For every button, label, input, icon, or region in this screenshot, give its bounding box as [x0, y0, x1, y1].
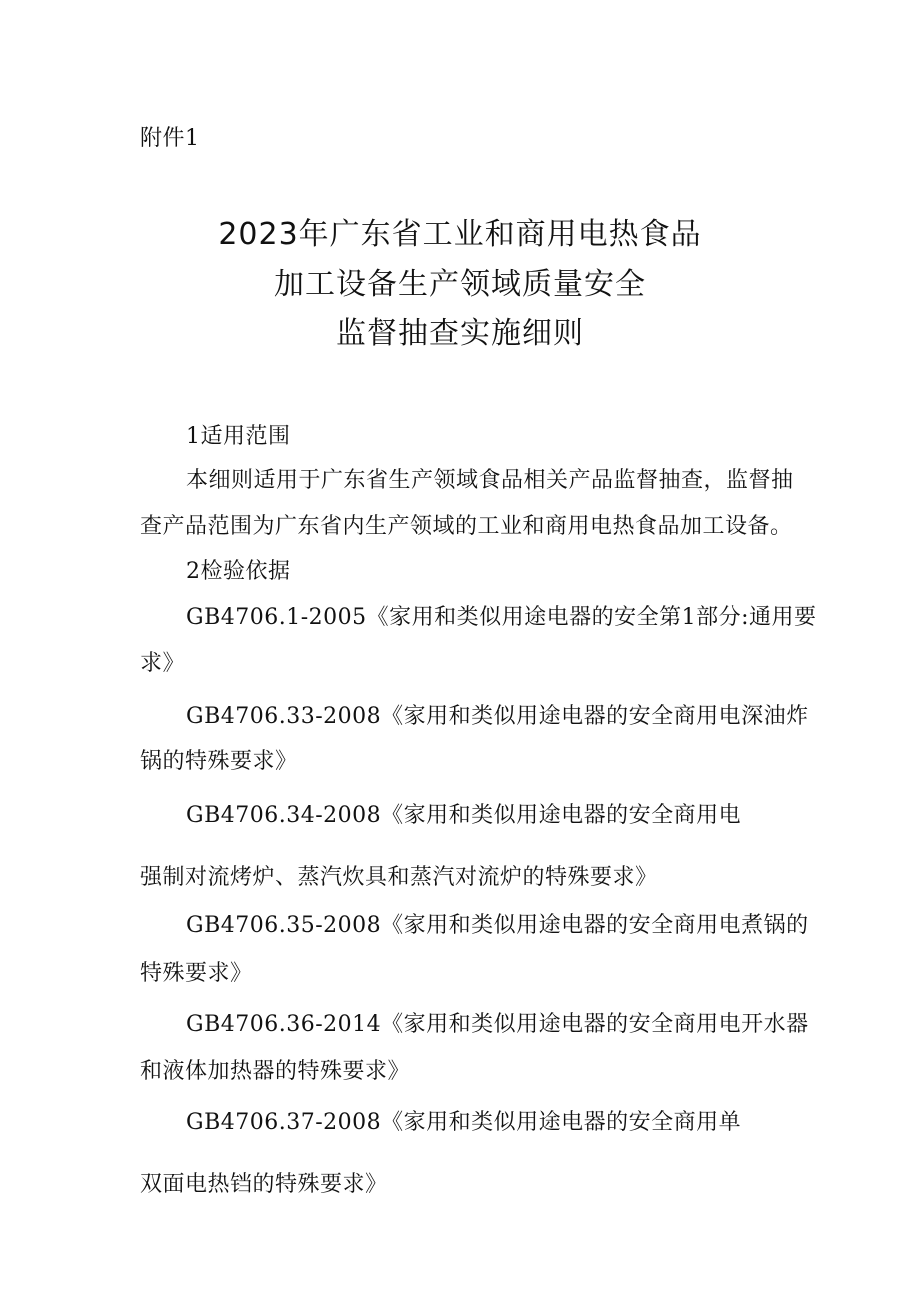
standard-3-line-1: GB4706.34-2008《家用和类似用途电器的安全商用电 [186, 803, 742, 828]
standard-1-line-2: 求》 [140, 651, 186, 676]
standard-2-line-1: GB4706.33-2008《家用和类似用途电器的安全商用电深油炸 [186, 704, 809, 729]
document-title-line-3: 监督抽查实施细则 [336, 316, 584, 351]
standard-2-line-2: 锅的特殊要求》 [140, 749, 298, 774]
attachment-label: 附件1 [140, 126, 200, 151]
section-heading-basis: 2检验依据 [186, 559, 291, 584]
scope-paragraph-line-2: 查产品范围为广东省内生产领域的工业和商用电热食品加工设备。 [140, 514, 793, 539]
document-title-line-1: 2023年广东省工业和商用电热食品 [218, 217, 702, 252]
standard-4-line-2: 特殊要求》 [140, 961, 253, 986]
standard-4-line-1: GB4706.35-2008《家用和类似用途电器的安全商用电煮锅的 [186, 913, 809, 938]
standard-6-line-1: GB4706.37-2008《家用和类似用途电器的安全商用单 [186, 1110, 742, 1135]
standard-1-line-1: GB4706.1-2005《家用和类似用途电器的安全第1部分:通用要 [186, 605, 817, 630]
standard-5-line-1: GB4706.36-2014《家用和类似用途电器的安全商用电开水器 [186, 1012, 809, 1037]
section-heading-scope: 1适用范围 [186, 424, 291, 449]
standard-5-line-2: 和液体加热器的特殊要求》 [140, 1059, 411, 1084]
scope-paragraph-line-1: 本细则适用于广东省生产领域食品相关产品监督抽查，监督抽 [186, 468, 794, 493]
document-title-line-2: 加工设备生产领域质量安全 [274, 267, 646, 302]
standard-6-line-2: 双面电热铛的特殊要求》 [140, 1172, 388, 1197]
standard-3-line-2: 强制对流烤炉、蒸汽炊具和蒸汽对流炉的特殊要求》 [140, 865, 658, 890]
